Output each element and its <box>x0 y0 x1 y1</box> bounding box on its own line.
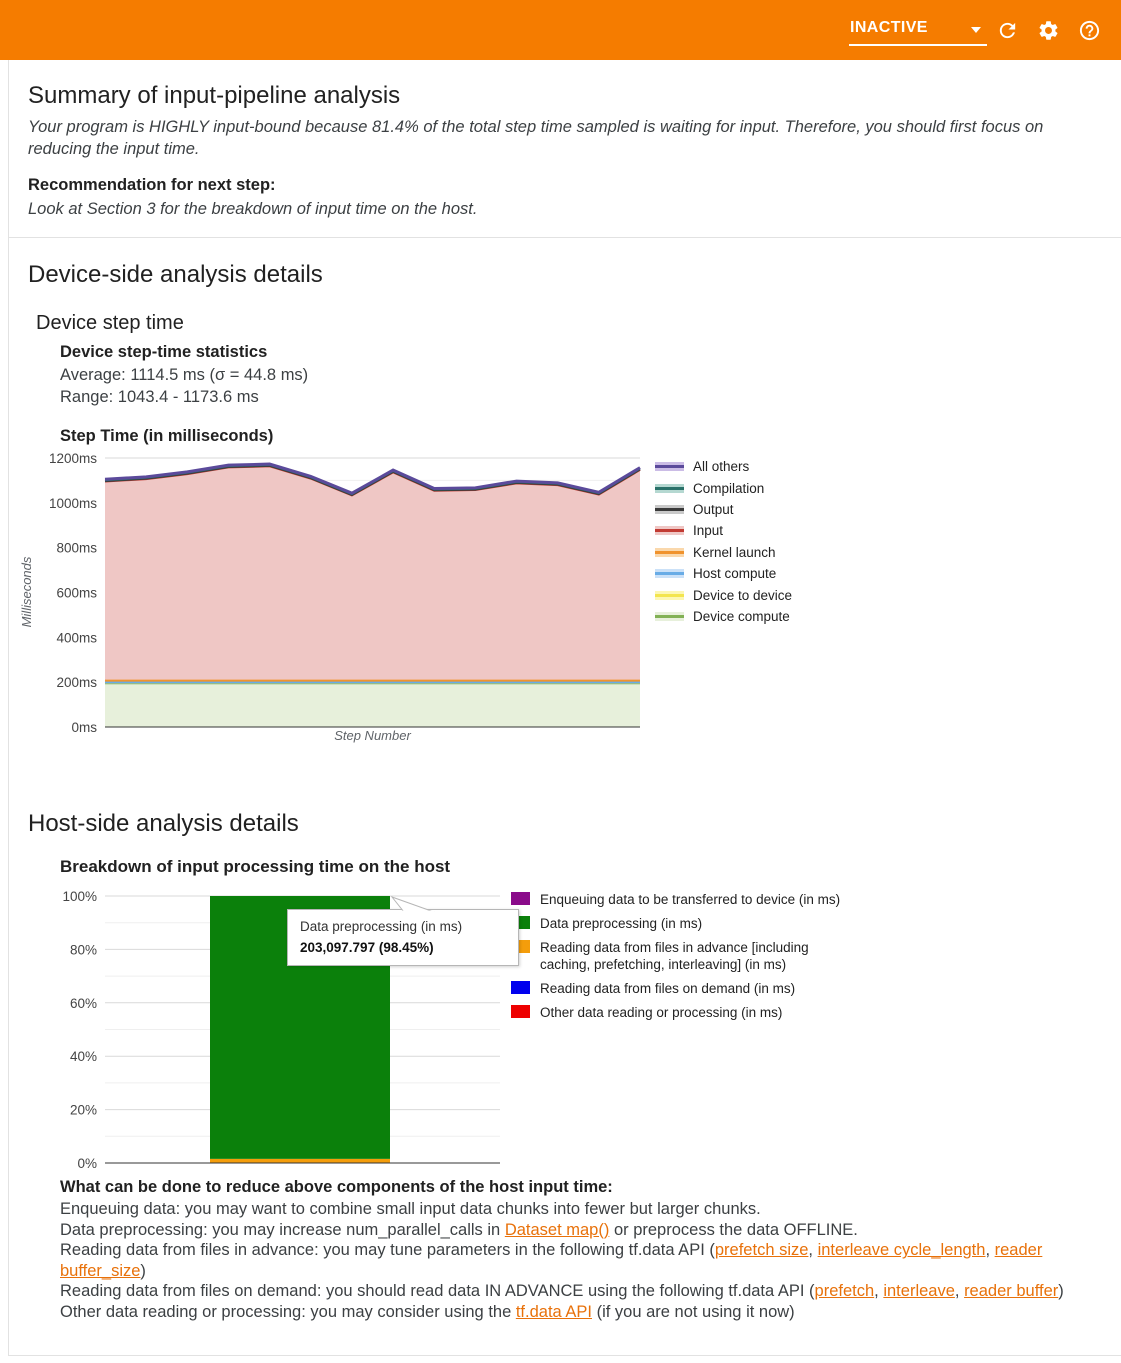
recommendation-text: Data preprocessing: you may increase num_parallel_calls in <box>60 1220 505 1239</box>
legend-label: Input <box>693 523 724 539</box>
legend-label: Reading data from files in advance [including caching, prefetching, interleaving] (in ms) <box>540 940 809 972</box>
svg-text:0%: 0% <box>77 1156 97 1171</box>
recommendation-text: (if you are not using it now) <box>591 1302 795 1321</box>
tooltip-callout-arrow <box>382 894 438 912</box>
legend-label: Reading data from files on demand (in ms) <box>540 981 796 996</box>
svg-text:200ms: 200ms <box>56 675 97 691</box>
doc-link[interactable]: prefetch <box>814 1282 875 1301</box>
summary-title: Summary of input-pipeline analysis <box>28 82 401 109</box>
recommendation-line <box>60 1220 1095 1241</box>
refresh-icon <box>996 19 1019 42</box>
app-header-bar <box>0 0 1121 60</box>
recommendation-label: Recommendation for next step: <box>28 176 276 194</box>
svg-text:60%: 60% <box>69 995 97 1011</box>
legend-item <box>655 606 792 627</box>
legend-item <box>655 477 792 498</box>
run-status-dropdown[interactable] <box>849 15 987 46</box>
legend-swatch <box>511 1005 530 1018</box>
legend-label: Device to device <box>693 587 793 603</box>
legend-swatch <box>511 981 530 994</box>
legend-swatch <box>655 591 684 600</box>
refresh-button[interactable] <box>996 19 1019 42</box>
recommendation-text: Enqueuing data: you may want to combine small input data chunks into fewer but larger chunks. <box>60 1200 761 1218</box>
legend-item <box>511 915 841 932</box>
host-chart-title: Breakdown of input processing time on the host <box>60 857 451 876</box>
recommendation-text: Look at Section 3 for the breakdown of input time on the host. <box>28 200 478 218</box>
legend-label: Data preprocessing (in ms) <box>540 916 703 931</box>
legend-item <box>655 520 792 541</box>
legend-swatch <box>655 526 684 535</box>
legend-item <box>511 980 841 997</box>
svg-text:100%: 100% <box>62 889 97 904</box>
recommendation-text: or preprocess the data OFFLINE. <box>609 1220 858 1239</box>
svg-text:400ms: 400ms <box>56 630 97 646</box>
section-divider <box>8 237 1121 238</box>
doc-link[interactable]: interleave cycle_length <box>817 1241 986 1260</box>
legend-item <box>511 939 841 973</box>
svg-text:1000ms: 1000ms <box>48 495 97 511</box>
legend-swatch <box>655 505 684 514</box>
host-chart-legend <box>511 891 841 1028</box>
legend-label: Device compute <box>693 608 790 624</box>
legend-swatch <box>511 892 530 905</box>
recommendation-text: , <box>985 1241 995 1260</box>
legend-swatch <box>655 569 684 578</box>
legend-swatch <box>655 484 684 493</box>
svg-text:80%: 80% <box>69 942 97 958</box>
legend-label: All others <box>693 459 750 475</box>
svg-text:600ms: 600ms <box>56 585 97 601</box>
recommendation-text: Reading data from files in advance: you may tune parameters in the following tf.data API ( <box>60 1241 715 1260</box>
legend-label: Other data reading or processing (in ms) <box>540 1005 783 1020</box>
tooltip-value: 203,097.797 (98.45%) <box>300 940 434 955</box>
host-recommendations <box>60 1199 1095 1323</box>
doc-link[interactable]: prefetch size <box>714 1241 809 1260</box>
svg-text:1200ms: 1200ms <box>48 451 97 466</box>
device-step-time-subtitle: Device step time <box>36 312 184 334</box>
device-stats-title: Device step-time statistics <box>60 343 268 361</box>
legend-item <box>655 563 792 584</box>
doc-link[interactable]: reader buffer_size <box>60 1241 1043 1280</box>
step-time-chart-legend <box>655 456 792 627</box>
legend-label: Compilation <box>693 480 765 496</box>
legend-label: Host compute <box>693 566 777 582</box>
recommendation-text: ) <box>1058 1282 1064 1301</box>
step-time-area-chart[interactable] <box>0 430 660 762</box>
recommendation-text: ) <box>140 1261 146 1280</box>
recommendation-line <box>60 1240 1095 1281</box>
recommendation-text: Other data reading or processing: you may consider using the <box>60 1302 516 1321</box>
legend-item <box>655 542 792 563</box>
recommendation-text: , <box>808 1241 818 1260</box>
device-stats-average: Average: 1114.5 ms (σ = 44.8 ms) <box>60 366 309 384</box>
gear-icon <box>1037 19 1060 42</box>
svg-text:Step Number: Step Number <box>334 728 411 743</box>
settings-button[interactable] <box>1037 19 1060 42</box>
svg-text:0ms: 0ms <box>71 720 97 735</box>
chart-tooltip <box>287 909 519 966</box>
recommendation-text: Reading data from files on demand: you should read data IN ADVANCE using the following tf.data API ( <box>60 1282 815 1301</box>
help-icon <box>1078 19 1101 42</box>
doc-link[interactable]: Dataset map() <box>504 1220 610 1239</box>
legend-item <box>655 584 792 605</box>
recommendation-line <box>60 1199 1095 1220</box>
legend-swatch <box>655 612 684 621</box>
host-side-title: Host-side analysis details <box>28 810 299 837</box>
doc-link[interactable]: interleave <box>883 1282 955 1301</box>
legend-label: Output <box>693 501 734 517</box>
recommendation-text: , <box>954 1282 965 1301</box>
svg-text:800ms: 800ms <box>56 540 97 556</box>
help-button[interactable] <box>1078 19 1101 42</box>
chevron-down-icon <box>971 27 981 33</box>
legend-swatch <box>655 462 684 471</box>
actions-title: What can be done to reduce above components of the host input time: <box>60 1178 613 1196</box>
device-side-title: Device-side analysis details <box>28 261 323 288</box>
legend-swatch <box>655 548 684 557</box>
legend-item <box>655 499 792 520</box>
doc-link[interactable]: tf.data API <box>515 1302 592 1321</box>
recommendation-line <box>60 1302 1095 1323</box>
svg-text:40%: 40% <box>69 1049 97 1065</box>
recommendation-text: , <box>874 1282 884 1301</box>
legend-label: Enqueuing data to be transferred to device (in ms) <box>540 892 841 907</box>
device-stats-range: Range: 1043.4 - 1173.6 ms <box>60 388 259 406</box>
tooltip-series-name: Data preprocessing (in ms) <box>300 919 463 934</box>
legend-item <box>655 456 792 477</box>
svg-text:Milliseconds: Milliseconds <box>19 556 34 628</box>
recommendation-line <box>60 1281 1095 1302</box>
doc-link[interactable]: reader buffer <box>964 1282 1059 1301</box>
step-time-chart-title: Step Time (in milliseconds) <box>60 427 274 445</box>
legend-label: Kernel launch <box>693 544 776 560</box>
run-status-value: INACTIVE <box>850 19 928 36</box>
bottom-divider <box>8 1355 1121 1356</box>
summary-description: Your program is HIGHLY input-bound because 81.4% of the total step time sampled is waiting for input. Therefore, you should first focus on reducing the input time. <box>28 118 1044 158</box>
svg-text:20%: 20% <box>69 1102 97 1118</box>
legend-item <box>511 1004 841 1021</box>
legend-item <box>511 891 841 908</box>
